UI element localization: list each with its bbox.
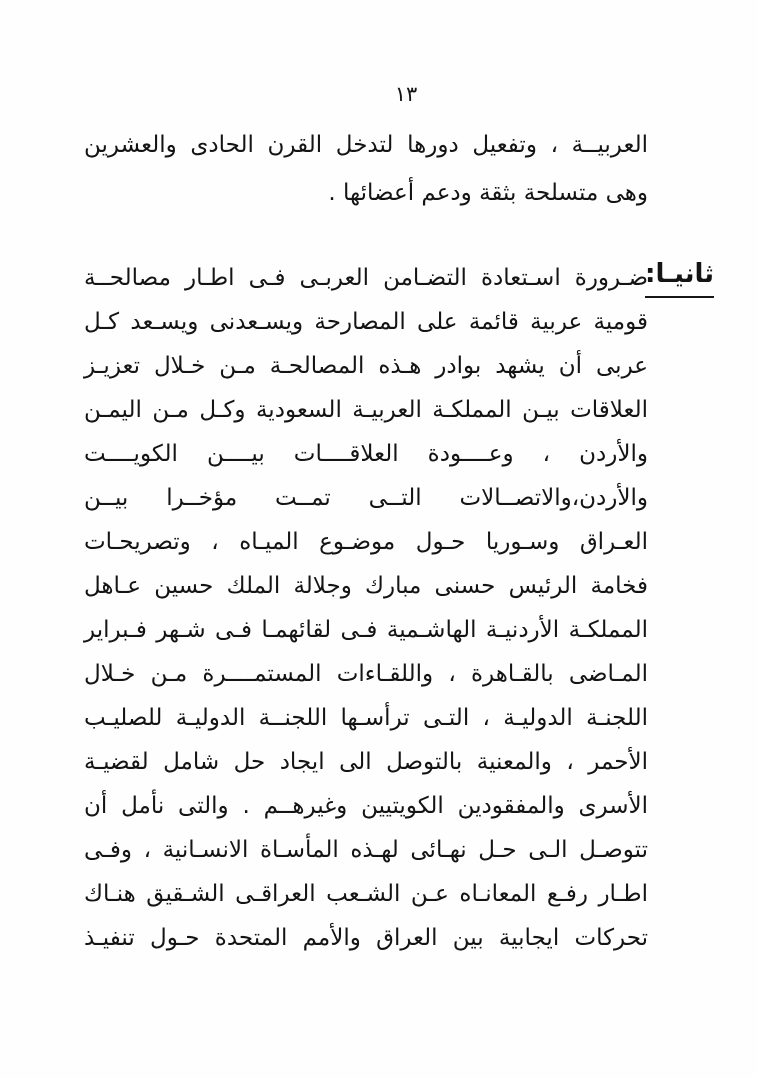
text-line: الأسرى والمفقودين الكويتيين وغيرهــم . والتى نأمل أن (84, 793, 648, 819)
text-line: عربى أن يشهد بوادر هـذه المصالحـة مـن خـلال تعزيـز (84, 353, 648, 379)
text-line: المملكـة الأردنيـة الهاشـمية فـى لقائهمـا فـى شـهر فـبراير (84, 617, 648, 643)
section-body-paragraph (84, 256, 648, 960)
text-line: اطـار رفـع المعانـاه عـن الشـعب العراقـى الشـقيق هنـاك (84, 881, 648, 907)
text-line: تتوصـل الـى حـل نهـائى لهـذه المأسـاة الانسـانية ، وفـى (84, 837, 648, 863)
text-line: والأردن،والاتصــالات التــى تمــت مؤخــرا بيــن (84, 485, 648, 511)
text-line: والأردن ، وعــــودة العلاقــــات بيــــن الكويــــت (84, 441, 648, 467)
text-line: العربيــة ، وتفعيل دورها لتدخل القرن الحادى والعشرين (84, 132, 648, 158)
paragraph-continuation (84, 121, 648, 217)
text-line: الأحمر ، والمعنية بالتوصل الى ايجاد حل شامل لقضيـة (84, 749, 648, 775)
text-line: قومية عربية قائمة على المصارحة ويسـعدنى ويسـعد كـل (84, 309, 648, 335)
text-line: العلاقات بيـن المملكـة العربيـة السعودية وكـل مـن اليمـن (84, 397, 648, 423)
text-line: العـراق وسـوريا حـول موضـوع الميـاه ، وتصريحـات (84, 529, 648, 555)
page-number: ١٣ (394, 82, 418, 106)
text-line: ضـرورة اسـتعادة التضـامن العربـى فـى اطـار مصالحــة (84, 265, 648, 291)
text-line: المـاضى بالقـاهرة ، واللقـاءات المستمــــرة مـن خـلال (84, 661, 648, 687)
text-line: فخامة الرئيس حسنى مبارك وجلالة الملك حسين عـاهل (84, 573, 648, 599)
text-line: تحركات ايجابية بين العراق والأمم المتحدة حـول تنفيـذ (84, 925, 648, 951)
section-heading-secondly: ثانيـا: (645, 259, 714, 298)
text-line: اللجنـة الدوليـة ، التـى ترأسـها اللجنــة الدوليـة للصليـب (84, 705, 648, 731)
text-line: وهى متسلحة بثقة ودعم أعضائها . (328, 180, 648, 206)
